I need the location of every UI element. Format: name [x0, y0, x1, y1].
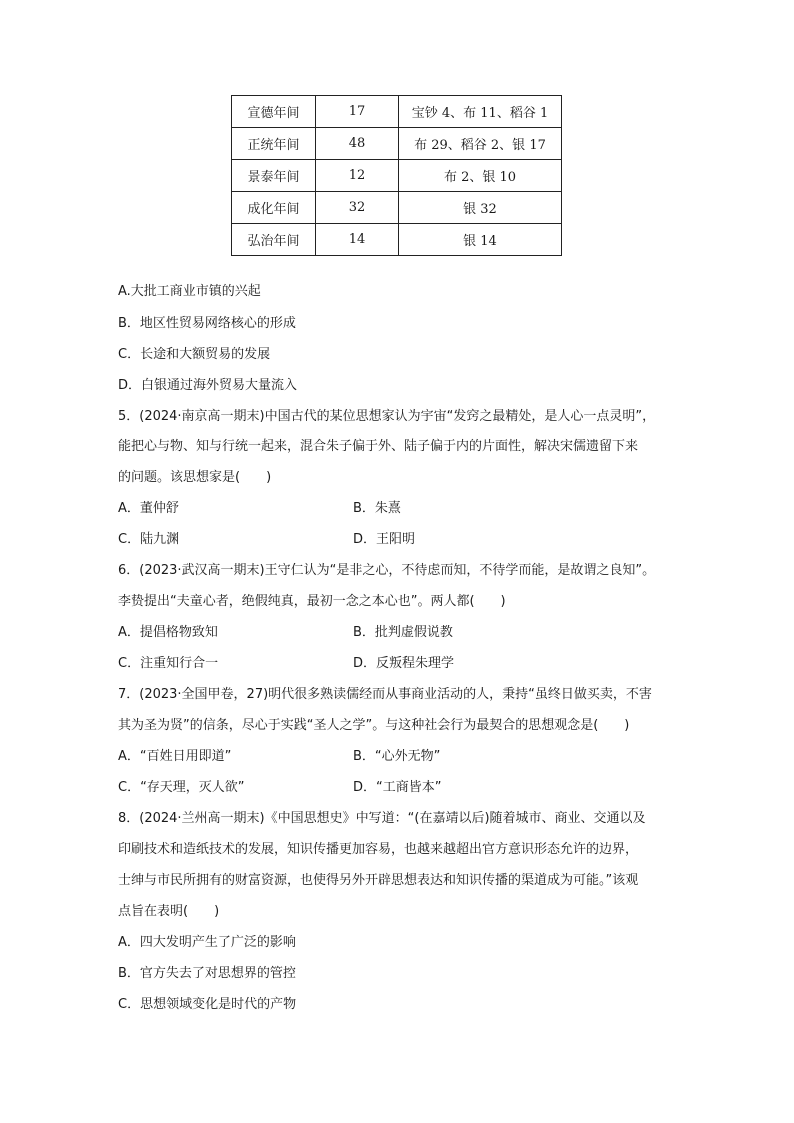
- q4-option-d: D．白银通过海外贸易大量流入: [118, 378, 298, 393]
- q7-option-row-2: [118, 779, 442, 797]
- q7-option-b: B．“心外无物”: [353, 749, 441, 764]
- items-cell: 银 14: [399, 224, 562, 256]
- q6-option-c: C．注重知行合一: [118, 656, 219, 671]
- q8-stem-line-4: 点旨在表明( ): [118, 904, 220, 919]
- items-cell: 宝钞 4、布 11、稻谷 1: [399, 96, 562, 128]
- q6-option-a: A．提倡格物致知: [118, 625, 218, 640]
- items-cell: 银 32: [399, 192, 562, 224]
- items-cell: 布 29、稻谷 2、银 17: [399, 128, 562, 160]
- period-cell: 成化年间: [232, 192, 316, 224]
- count-cell: 14: [316, 224, 399, 256]
- q5-option-b: B．朱熹: [353, 501, 401, 516]
- q6-option-row-1: [118, 624, 453, 642]
- q8-option-a: A．四大发明产生了广泛的影响: [118, 935, 296, 950]
- count-cell: 12: [316, 160, 399, 192]
- q4-option-b: B．地区性贸易网络核心的形成: [118, 316, 296, 331]
- q5-option-row-1: [118, 500, 401, 518]
- trade-table: [231, 95, 562, 256]
- q5-option-d: D．王阳明: [353, 532, 416, 547]
- table-row: [232, 160, 562, 192]
- period-cell: 宣德年间: [232, 96, 316, 128]
- q7-stem-line-2: 其为圣为贤”的信条，尽心于实践“圣人之学”。与这种社会行为最契合的思想观念是( ): [118, 718, 630, 733]
- period-cell: 弘治年间: [232, 224, 316, 256]
- q4-option-a: A.大批工商业市镇的兴起: [118, 284, 261, 299]
- count-cell: 48: [316, 128, 399, 160]
- q8-option-c: C．思想领域变化是时代的产物: [118, 997, 297, 1012]
- q6-option-row-2: [118, 655, 455, 673]
- period-cell: 正统年间: [232, 128, 316, 160]
- q8-option-b: B．官方失去了对思想界的管控: [118, 966, 296, 981]
- table-row: [232, 96, 562, 128]
- q6-option-b: B．批判虚假说教: [353, 625, 453, 640]
- q5-stem-line-3: 的问题。该思想家是( ): [118, 470, 272, 485]
- count-cell: 17: [316, 96, 399, 128]
- items-cell: 布 2、银 10: [399, 160, 562, 192]
- q5-stem-line-1: 5．(2024·南京高一期末)中国古代的某位思想家认为宇宙“发窍之最精处，是人心一点灵明”，: [118, 409, 656, 424]
- q5-option-a: A．董仲舒: [118, 501, 179, 516]
- q4-option-c: C．长途和大额贸易的发展: [118, 347, 271, 362]
- q7-stem-line-1: 7．(2023·全国甲卷，27)明代很多熟读儒经而从事商业活动的人，秉持“虽终日做买卖，不害: [118, 687, 652, 702]
- q5-option-row-2: [118, 531, 416, 549]
- table-row: [232, 224, 562, 256]
- q8-stem-line-3: 士绅与市民所拥有的财富资源，也使得另外开辟思想表达和知识传播的渠道成为可能。”该观: [118, 873, 639, 888]
- period-cell: 景泰年间: [232, 160, 316, 192]
- table-row: [232, 128, 562, 160]
- q8-stem-line-1: 8．(2024·兰州高一期末)《中国思想史》中写道：“(在嘉靖以后)随着城市、商业、交通以及: [118, 811, 646, 826]
- q8-stem-line-2: 印刷技术和造纸技术的发展，知识传播更加容易，也越来越超出官方意识形态允许的边界，: [118, 842, 639, 857]
- count-cell: 32: [316, 192, 399, 224]
- q5-stem-line-2: 能把心与物、知与行统一起来，混合朱子偏于外、陆子偏于内的片面性，解决宋儒遗留下来: [118, 439, 639, 454]
- q7-option-d: D．“工商皆本”: [353, 780, 442, 795]
- q6-stem-line-2: 李贽提出“夫童心者，绝假纯真，最初一念之本心也”。两人都( ): [118, 594, 506, 609]
- q6-stem-line-1: 6．(2023·武汉高一期末)王守仁认为“是非之心，不待虑而知，不待学而能，是故谓之良知”。: [118, 563, 656, 578]
- q7-option-row-1: [118, 748, 441, 766]
- q7-option-a: A．“百姓日用即道”: [118, 749, 232, 764]
- q7-option-c: C．“存天理，灭人欲”: [118, 780, 245, 795]
- q6-option-d: D．反叛程朱理学: [353, 656, 455, 671]
- table-row: [232, 192, 562, 224]
- q5-option-c: C．陆九渊: [118, 532, 180, 547]
